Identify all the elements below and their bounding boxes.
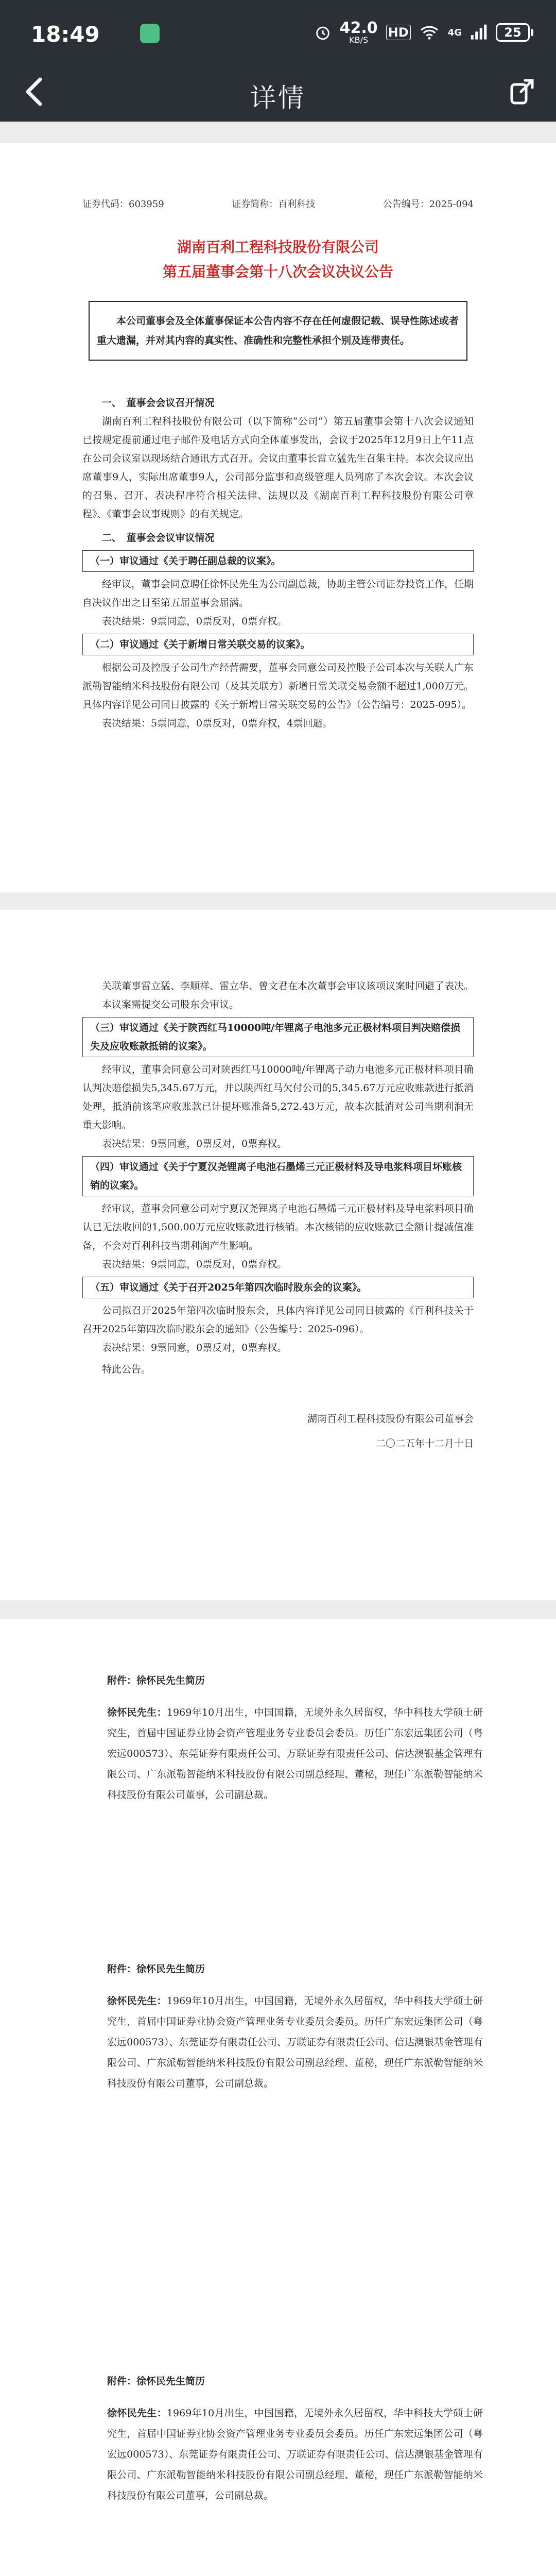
closing-text: 特此公告。 (102, 1364, 151, 1375)
battery-indicator (496, 23, 533, 42)
item-5-paragraph: 公司拟召开2025年第四次临时股东会，具体内容详见公司同日披露的《百利科技关于召开2025年第四次临时股东会的通知》（公告编号：2025-096）。 (82, 1305, 474, 1335)
announcement-number: 公告编号：2025-094 (383, 199, 474, 210)
wifi-icon (419, 24, 440, 41)
share-button[interactable] (503, 73, 541, 110)
hd-badge: HD (386, 25, 411, 40)
bio-text (107, 2403, 483, 2506)
announcement-title (0, 235, 556, 284)
bio-name: 徐怀民先生： (107, 1995, 167, 2007)
document-page-2 (0, 910, 556, 1600)
item-1-paragraph: 经审议，董事会同意聘任徐怀民先生为公司副总裁，协助主管公司证券投资工作，任期自决议作出之日至第五届董事会届满。 (82, 579, 474, 608)
bio-heading: 附件：徐怀民先生简历 (107, 1963, 205, 1975)
stock-code: 证券代码：603959 (82, 199, 164, 210)
announcement-title-line2: 第五届董事会第十八次会议决议公告 (162, 263, 393, 280)
share-icon (509, 77, 535, 106)
bio-body: 1969年10月出生，中国国籍，无境外永久居留权，华中科技大学硕士研究生，首届中国证券业协会资产管理业务专业委员会委员。历任广东宏远集团公司（粤宏远000573）、东莞证券有限责任公司、万联证券有限责任公司、信达澳银基金管理有限公司、广东派勒智能纳米科技股份有限公司副总经理、董秘，现任广东派勒智能纳米科技股份有限公司董事，公司副总裁。 (107, 2408, 483, 2501)
app-header (0, 0, 556, 122)
battery-tip (531, 29, 533, 36)
bio-body: 1969年10月出生，中国国籍，无境外永久居留权，华中科技大学硕士研究生，首届中国证券业协会资产管理业务专业委员会委员。历任广东宏远集团公司（粤宏远000573）、东莞证券有限责任公司、万联证券有限责任公司、信达澳银基金管理有限公司、广东派勒智能纳米科技股份有限公司副总经理、董秘，现任广东派勒智能纳米科技股份有限公司董事，公司副总裁。 (107, 1995, 483, 2089)
alarm-icon (314, 24, 332, 41)
item-2-note: 本议案需提交公司股东会审议。 (102, 999, 239, 1010)
wechat-notification-icon (140, 24, 160, 43)
section-1-paragraph: 湖南百利工程科技股份有限公司（以下简称“公司”）第五届董事会第十八次会议通知已按规定提前通过电子邮件及电话方式向全体董事发出，会议于2025年12月9日上午11点在公司会议室以现场结合通讯方式召开。会议由董事长雷立猛先生召集主持。本次会议应出席董事9人，实际出席董事9人，公司部分监事和高级管理人员列席了本次会议。本次会议的召集、召开、表决程序符合相关法律、法规以及《湖南百利工程科技股份有限公司章程》、《董事会议事规则》的有关规定。 (82, 416, 474, 520)
item-3-title: （三）审议通过《关于陕西红马10000吨/年锂离子电池多元正极材料项目判决赔偿损失及应收账款抵销的议案》。 (82, 1017, 474, 1057)
item-1-title: （一）审议通过《关于聘任副总裁的议案》。 (82, 550, 474, 572)
document-page-1 (0, 143, 556, 892)
item-4-title: （四）审议通过《关于宁夏汉尧锂离子电池石墨烯三元正极材料及导电浆料项目坏账核销的议案》。 (82, 1156, 474, 1196)
item-2-recusal: 关联董事雷立猛、李顺祥、雷立华、曾文君在本次董事会审议该项议案时回避了表决。 (102, 980, 474, 992)
announcement-title-line1: 湖南百利工程科技股份有限公司 (177, 239, 379, 256)
page1-body (82, 388, 474, 733)
net-speed-unit: KB/S (349, 35, 369, 45)
nav-bar (0, 62, 556, 122)
item-3-paragraph: 经审议，董事会同意公司对陕西红马10000吨/年锂离子动力电池多元正极材料项目确认判决赔偿损失5,345.67万元，并以陕西红马欠付公司的5,345.67万元应收账款进行抵消处理，抵消前该笔应收账款已计提坏账准备5,272.43万元，故本次抵消对公司当期利润无重大影响。 (82, 1064, 474, 1131)
bio-heading: 附件：徐怀民先生简历 (107, 2376, 205, 2387)
item-1-vote: 表决结果：9票同意，0票反对，0票弃权。 (102, 616, 287, 627)
page2-body (82, 977, 474, 1453)
bio-body: 1969年10月出生，中国国籍，无境外永久居留权，华中科技大学硕士研究生，首届中国证券业协会资产管理业务专业委员会委员。历任广东宏远集团公司（粤宏远000573）、东莞证券有限责任公司、万联证券有限责任公司、信达澳银基金管理有限公司、广东派勒智能纳米科技股份有限公司副总经理、董秘，现任广东派勒智能纳米科技股份有限公司董事，公司副总裁。 (107, 1707, 483, 1801)
signer: 湖南百利工程科技股份有限公司董事会 (307, 1413, 474, 1425)
battery-level: 25 (496, 23, 530, 42)
item-2-vote: 表决结果：5票同意，0票反对，0票弃权，4票回避。 (102, 718, 333, 729)
status-time: 18:49 (31, 22, 100, 47)
item-3-vote: 表决结果：9票同意，0票反对，0票弃权。 (102, 1138, 287, 1149)
net-speed-value: 42.0 (339, 19, 378, 37)
signal-bars-icon (470, 24, 488, 41)
document-page-3 (0, 1619, 556, 2576)
bio-text (107, 1991, 483, 2094)
bio-heading: 附件：徐怀民先生简历 (107, 1675, 205, 1686)
stock-short-name: 证券简称：百利科技 (232, 199, 316, 210)
board-notice-box: 本公司董事会及全体董事保证本公告内容不存在任何虚假记载、误导性陈述或者重大遗漏，并对其内容的真实性、准确性和完整性承担个别及连带责任。 (89, 301, 467, 361)
bio-block (107, 1959, 483, 2094)
signal-label: 4G (447, 27, 462, 38)
bio-name: 徐怀民先生： (107, 2408, 167, 2419)
bio-text (107, 1702, 483, 1805)
item-2-title: （二）审议通过《关于新增日常关联交易的议案》。 (82, 634, 474, 655)
item-5-vote: 表决结果：9票同意，0票反对，0票弃权。 (102, 1342, 287, 1353)
section-2-title: 二、 董事会会议审议情况 (102, 532, 215, 544)
item-2-paragraph: 根据公司及控股子公司生产经营需要，董事会同意公司及控股子公司本次与关联人广东派勒智能纳米科技股份有限公司（及其关联方）新增日常关联交易金额不超过1,000万元。具体内容详见公司同日披露的《关于新增日常关联交易的公告》（公告编号：2025-095）。 (82, 662, 474, 710)
bio-name: 徐怀民先生： (107, 1707, 167, 1718)
item-5-title: （五）审议通过《关于召开2025年第四次临时股东会的议案》。 (82, 1277, 474, 1298)
bio-block (107, 1670, 483, 1805)
status-bar (0, 0, 556, 62)
doc-meta (82, 197, 474, 210)
signing-date: 二〇二五年十二月十日 (375, 1438, 474, 1449)
page-title: 详情 (250, 83, 306, 113)
item-4-paragraph: 经审议，董事会同意公司对宁夏汉尧锂离子电池石墨烯三元正极材料及导电浆料项目确认已无法收回的1,500.00万元应收账款进行核销。本次核销的应收账款已全额计提减值准备，不会对百利科技当期利润产生影响。 (82, 1203, 474, 1251)
item-4-vote: 表决结果：9票同意，0票反对，0票弃权。 (102, 1259, 287, 1270)
bio-block (107, 2371, 483, 2506)
status-indicators (314, 21, 533, 44)
section-1-title: 一、 董事会会议召开情况 (102, 397, 215, 409)
net-speed (340, 21, 378, 44)
